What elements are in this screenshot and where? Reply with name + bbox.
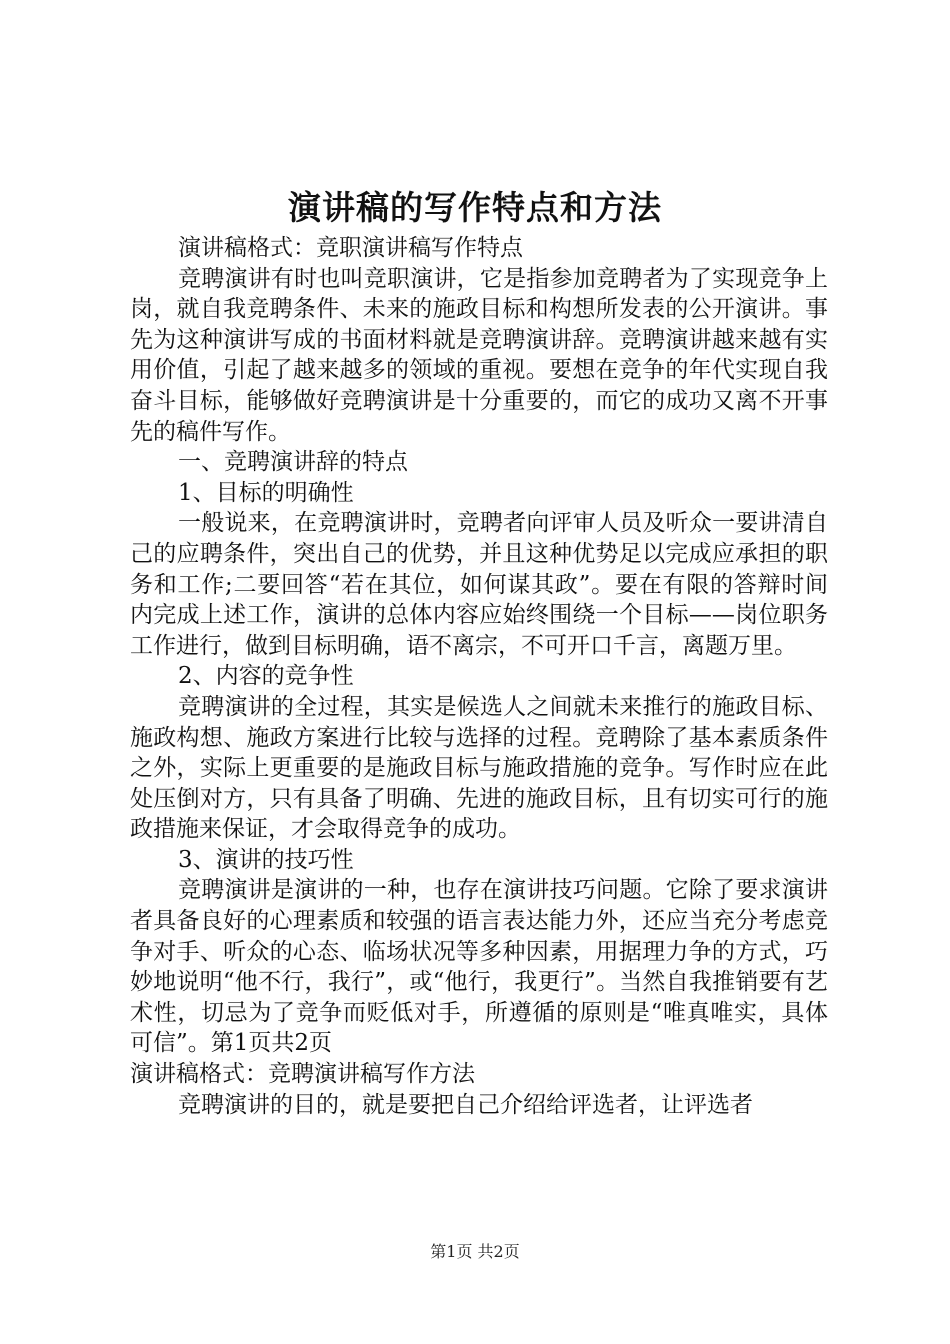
document-title: 演讲稿的写作特点和方法 [288,188,662,227]
page-footer: 第1页 共2页 [430,1242,520,1261]
paragraph-purpose: 竞聘演讲的目的，就是要把自己介绍给评选者，让评选者 [178,1091,753,1118]
paragraph-competition: 竞聘演讲的全过程，其实是候选人之间就未来推行的施政目标、施政构想、施政方案进行比较与选择的过程。竞聘除了基本素质条件之外，实际上更重要的是施政目标与施政措施的竞争。写作时应在此处压倒对方，只有具备了明确、先进的施政目标，且有切实可行的施政措施来保证，才会取得竞争的成功。 [130,693,828,843]
document-body [130,233,828,1120]
paragraph-technique: 竞聘演讲是演讲的一种，也存在演讲技巧问题。它除了要求演讲者具备良好的心理素质和较强的语言表达能力外，还应当充分考虑竞争对手、听众的心态、临场状况等多种因素，用据理力争的方式，巧妙地说明“他不行，我行”，或“他行，我更行”。当然自我推销要有艺术性，切忌为了竞争而贬低对手，所遵循的原则是“唯真唯实，具体可信”。第1页共2页 [130,877,828,1057]
subheading-2: 2、内容的竞争性 [178,663,354,690]
subheading-1: 1、目标的明确性 [178,479,354,506]
paragraph-subtitle-1: 演讲稿格式：竞职演讲稿写作特点 [178,235,523,261]
paragraph-goal: 一般说来，在竞聘演讲时，竞聘者向评审人员及听众一要讲清自己的应聘条件，突出自己的优势，并且这种优势足以完成应承担的职务和工作;二要回答“若在其位，如何谋其政”。要在有限的答辩时间内完成上述工作，演讲的总体内容应始终围绕一个目标——岗位职务工作进行，做到目标明确，语不离宗，不可开口千言，离题万里。 [130,510,828,659]
subheading-3: 3、演讲的技巧性 [178,846,354,873]
paragraph-intro: 竞聘演讲有时也叫竞职演讲，它是指参加竞聘者为了实现竞争上岗，就自我竞聘条件、未来的施政目标和构想所发表的公开演讲。事先为这种演讲写成的书面材料就是竞聘演讲辞。竞聘演讲越来越有实用价值，引起了越来越多的领域的重视。要想在竞争的年代实现自我奋斗目标，能够做好竞聘演讲是十分重要的，而它的成功又离不开事先的稿件写作。 [130,265,828,445]
paragraph-subtitle-2: 演讲稿格式：竞聘演讲稿写作方法 [130,1061,475,1088]
section-heading-1: 一、竞聘演讲辞的特点 [178,449,408,476]
